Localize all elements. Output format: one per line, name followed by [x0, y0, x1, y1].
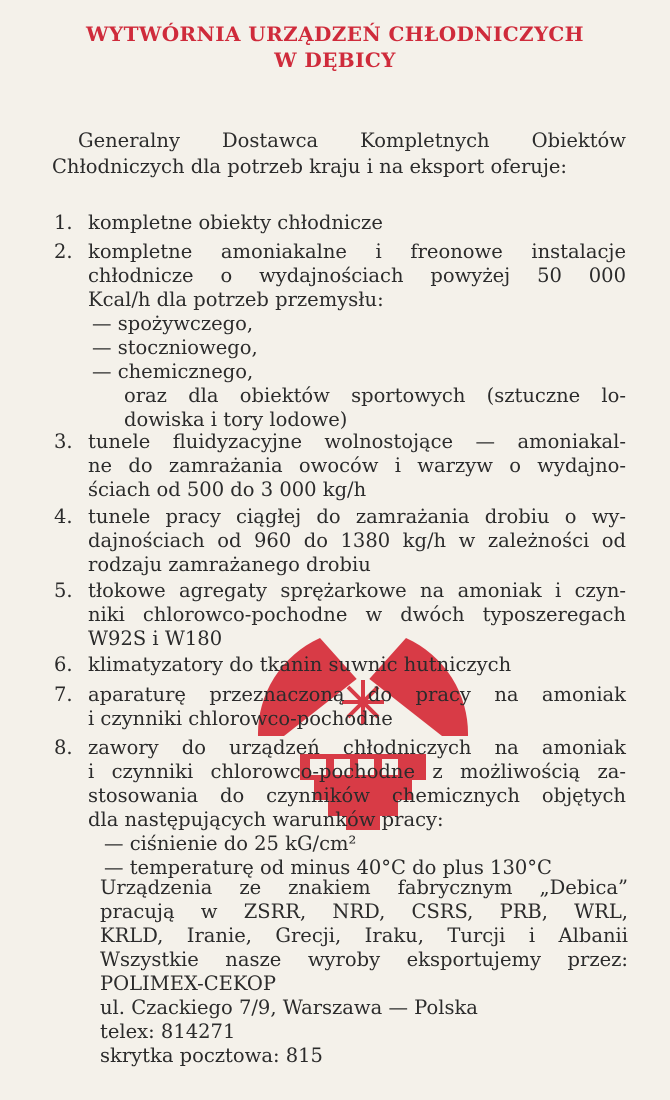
list-item-text: Kcal/h dla potrzeb przemysłu:: [88, 288, 384, 311]
list-item-text: dajnościach od 960 do 1380 kg/h w zależności od: [88, 529, 626, 552]
list-item-text: zawory do urządzeń chłodniczych na amoniak: [88, 736, 626, 759]
intro-line-1: Generalny Dostawca Kompletnych Obiektów: [78, 129, 626, 152]
list-item-text: kompletne obiekty chłodnicze: [88, 211, 383, 234]
list-item-number: 3.: [54, 430, 73, 453]
company-title: WYTWÓRNIA URZĄDZEŃ CHŁODNICZYCH: [86, 22, 584, 46]
list-item-text: ne do zamrażania owoców i warzyw o wydajno-: [88, 454, 626, 477]
list-item-text: dowiska i tory lodowe): [124, 408, 348, 431]
list-item-text: chłodnicze o wydajnościach powyżej 50 000: [88, 264, 626, 287]
list-item-text: niki chlorowco-pochodne w dwóch typoszeregach: [88, 603, 626, 626]
list-item-text: kompletne amoniakalne i freonowe instalacje: [88, 240, 626, 263]
list-item-number: 6.: [54, 653, 73, 676]
list-item-text: stosowania do czynników chemicznych objętych: [88, 784, 626, 807]
sub-item-text: — chemicznego,: [92, 360, 254, 383]
list-item-number: 5.: [54, 579, 73, 602]
list-item-text: tunele pracy ciągłej do zamrażania drobiu o wy-: [88, 505, 626, 528]
export-agent-telex: telex: 814271: [100, 1020, 236, 1043]
list-item-number: 8.: [54, 736, 73, 759]
closing-line-4: Wszystkie nasze wyroby eksportujemy przez:: [100, 948, 628, 971]
list-item-4: [0, 505, 670, 577]
export-agent-address: ul. Czackiego 7/9, Warszawa — Polska: [100, 996, 478, 1019]
list-item-text: rodzaju zamrażanego drobiu: [88, 553, 371, 576]
list-item-text: aparaturę przeznaczoną do pracy na amoniak: [88, 683, 626, 706]
list-item-text: klimatyzatory do tkanin suwnic hutniczych: [88, 653, 512, 676]
list-item-text: i czynniki chlorowco-pochodne: [88, 707, 393, 730]
list-item-text: i czynniki chlorowco-pochodne z możliwością za-: [88, 760, 626, 783]
list-item-number: 2.: [54, 240, 73, 263]
list-item-8: [0, 736, 670, 880]
export-agent-po-box: skrytka pocztowa: 815: [100, 1044, 323, 1067]
list-item-7: [0, 683, 670, 731]
list-item-text: tłokowe agregaty sprężarkowe na amoniak i czyn-: [88, 579, 626, 602]
closing-line-2: pracują w ZSRR, NRD, CSRS, PRB, WRL,: [100, 900, 628, 923]
list-item-text: ściach od 500 do 3 000 kg/h: [88, 478, 367, 501]
condition-pressure: — ciśnienie do 25 kG/cm²: [104, 832, 357, 855]
company-location: W DĘBICY: [274, 48, 396, 72]
list-item-text: tunele fluidyzacyjne wolnostojące — amoniakal-: [88, 430, 626, 453]
list-item-text: oraz dla obiektów sportowych (sztuczne lo-: [124, 384, 626, 407]
list-item-number: 7.: [54, 683, 73, 706]
closing-line-1: Urządzenia ze znakiem fabrycznym „Debica”: [100, 876, 628, 899]
list-item-number: 4.: [54, 505, 73, 528]
export-agent-name: POLIMEX-CEKOP: [100, 972, 277, 995]
sub-item-text: — stoczniowego,: [92, 336, 258, 359]
list-item-5: [0, 579, 670, 651]
list-item-text: dla następujących warunków pracy:: [88, 808, 444, 831]
list-item-text: W92S i W180: [88, 627, 223, 650]
closing-line-3: KRLD, Iranie, Grecji, Iraku, Turcji i Albanii: [100, 924, 628, 947]
condition-temperature: — temperaturę od minus 40°C do plus 130°C: [104, 856, 552, 879]
sub-item-text: — spożywczego,: [92, 312, 254, 335]
list-item-number: 1.: [54, 211, 73, 234]
list-item-3: [0, 430, 670, 502]
intro-line-2: Chłodniczych dla potrzeb kraju i na eksport oferuje:: [52, 155, 567, 178]
list-item-2: [0, 240, 670, 430]
